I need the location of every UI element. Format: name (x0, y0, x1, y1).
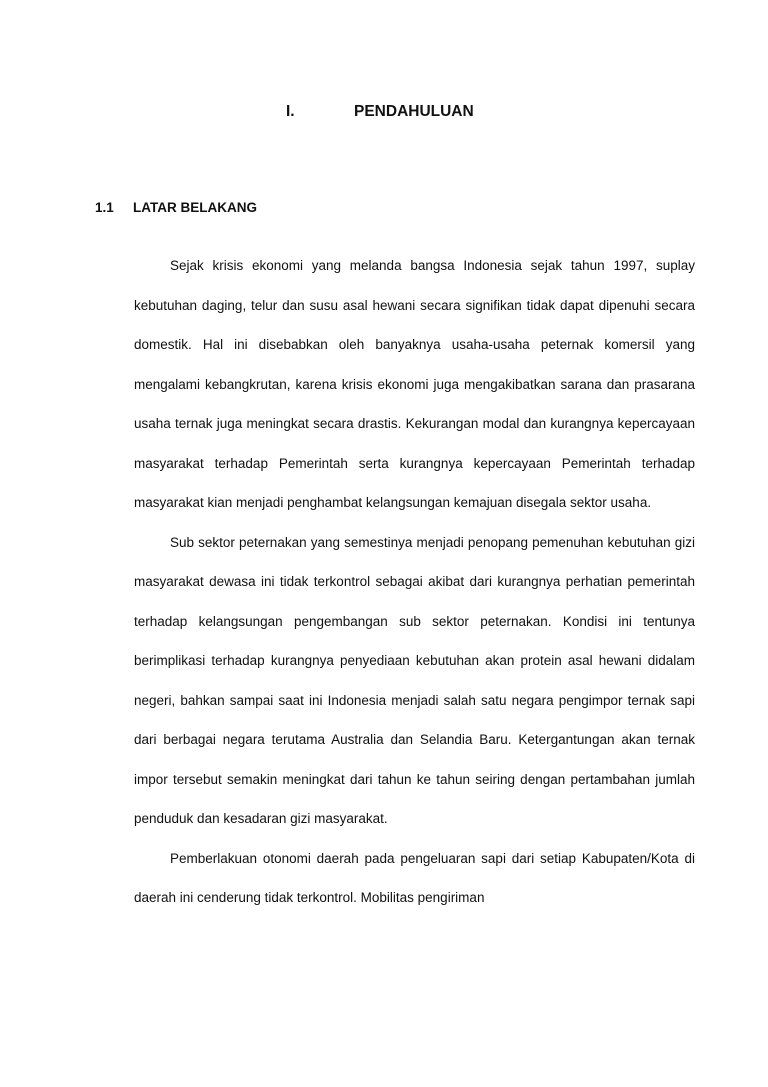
paragraph-1: Sejak krisis ekonomi yang melanda bangsa Indonesia sejak tahun 1997, suplay kebutuhan daging, telur dan susu asal hewani secara signifikan tidak dapat dipenuhi secara domestik. Hal ini disebabkan oleh banyaknya usaha-usaha peternak komersil yang mengalami kebangkrutan, karena krisis ekonomi juga mengakibatkan sarana dan prasarana usaha ternak juga meningkat secara drastis. Kekurangan modal dan kurangnya kepercayaan masyarakat terhadap Pemerintah serta kurangnya kepercayaan Pemerintah terhadap masyarakat kian menjadi penghambat kelangsungan kemajuan disegala sektor usaha. (134, 258, 695, 510)
section-title: LATAR BELAKANG (133, 200, 257, 215)
body-text (134, 246, 695, 918)
chapter-number: I. (286, 103, 295, 120)
paragraph-2: Sub sektor peternakan yang semestinya menjadi penopang pemenuhan kebutuhan gizi masyarakat dewasa ini tidak terkontrol sebagai akibat dari kurangnya perhatian pemerintah terhadap kelangsungan pengembangan sub sektor peternakan. Kondisi ini tentunya berimplikasi terhadap kurangnya penyediaan kebutuhan akan protein asal hewani didalam negeri, bahkan sampai saat ini Indonesia menjadi salah satu negara pengimpor ternak sapi dari berbagai negara terutama Australia dan Selandia Baru. Ketergantungan akan ternak impor tersebut semakin meningkat dari tahun ke tahun seiring dengan pertambahan jumlah penduduk dan kesadaran gizi masyarakat. (134, 534, 695, 826)
paragraph-3: Pemberlakuan otonomi daerah pada pengeluaran sapi dari setiap Kabupaten/Kota di daerah ini cenderung tidak terkontrol. Mobilitas pengiriman (134, 850, 695, 905)
chapter-name: PENDAHULUAN (354, 103, 474, 120)
chapter-title (0, 103, 768, 127)
section-heading (95, 200, 257, 215)
section-number: 1.1 (95, 200, 114, 215)
